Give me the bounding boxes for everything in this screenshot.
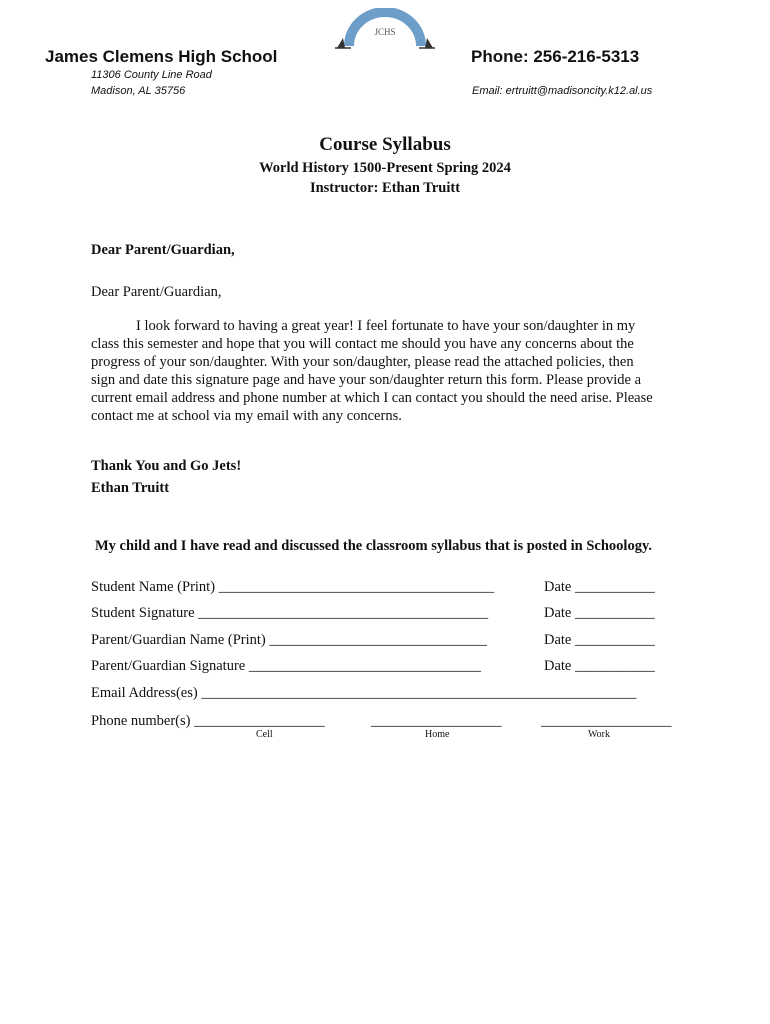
home-label: Home bbox=[425, 729, 450, 740]
date-field[interactable]: Date ___________ bbox=[544, 579, 655, 595]
instructor-name: Instructor: Ethan Truitt bbox=[309, 180, 461, 196]
home-phone-field[interactable]: __________________ bbox=[371, 713, 502, 729]
school-logo-icon bbox=[333, 8, 437, 50]
address-line-1: 11306 County Line Road bbox=[91, 69, 212, 81]
greeting: Dear Parent/Guardian, bbox=[91, 284, 222, 300]
instructor-email: Email: ertruitt@madisoncity.k12.al.us bbox=[472, 85, 653, 97]
cell-label: Cell bbox=[256, 729, 273, 740]
work-label: Work bbox=[588, 729, 610, 740]
paragraph-line: contact me at school via my email with any concerns. bbox=[91, 408, 402, 424]
cell-phone-field[interactable]: Phone number(s) __________________ bbox=[91, 713, 325, 729]
signature: Ethan Truitt bbox=[91, 480, 170, 496]
date-field[interactable]: Date ___________ bbox=[544, 605, 655, 621]
paragraph-line: class this semester and hope that you will contact me should you have any concerns about the bbox=[91, 336, 634, 352]
paragraph-line: current email address and phone number at which I can contact you should the need arise. Please bbox=[91, 390, 653, 406]
paragraph-line: progress of your son/daughter. With your son/daughter, please read the attached policies, then bbox=[91, 354, 634, 370]
paragraph-line: sign and date this signature page and have your son/daughter return this form. Please provide a bbox=[91, 372, 642, 388]
student-name-field[interactable]: Student Name (Print) ______________________________________ bbox=[91, 579, 495, 595]
work-phone-field[interactable]: __________________ bbox=[541, 713, 672, 729]
date-field[interactable]: Date ___________ bbox=[544, 632, 655, 648]
acknowledgement-statement: My child and I have read and discussed the classroom syllabus that is posted in Schoology. bbox=[95, 538, 653, 554]
letter-paragraph bbox=[91, 317, 691, 425]
school-logo bbox=[333, 8, 437, 50]
school-name: James Clemens High School bbox=[45, 47, 278, 66]
date-field[interactable]: Date ___________ bbox=[544, 658, 655, 674]
page-title: Course Syllabus bbox=[319, 134, 451, 155]
course-name: World History 1500-Present Spring 2024 bbox=[259, 160, 511, 176]
parent-name-field[interactable]: Parent/Guardian Name (Print) ______________________________ bbox=[91, 632, 487, 648]
greeting-bold: Dear Parent/Guardian, bbox=[91, 242, 235, 258]
email-address-field[interactable]: Email Address(es) ____________________________________________________________ bbox=[91, 685, 637, 701]
logo-text: JCHS bbox=[374, 27, 396, 37]
parent-signature-field[interactable]: Parent/Guardian Signature ________________________________ bbox=[91, 658, 481, 674]
school-phone: Phone: 256-216-5313 bbox=[471, 47, 640, 66]
address-line-2: Madison, AL 35756 bbox=[91, 85, 186, 97]
closing: Thank You and Go Jets! bbox=[91, 458, 242, 474]
student-signature-field[interactable]: Student Signature ________________________________________ bbox=[91, 605, 489, 621]
paragraph-line: I look forward to having a great year! I feel fortunate to have your son/daughter in my bbox=[136, 318, 636, 334]
